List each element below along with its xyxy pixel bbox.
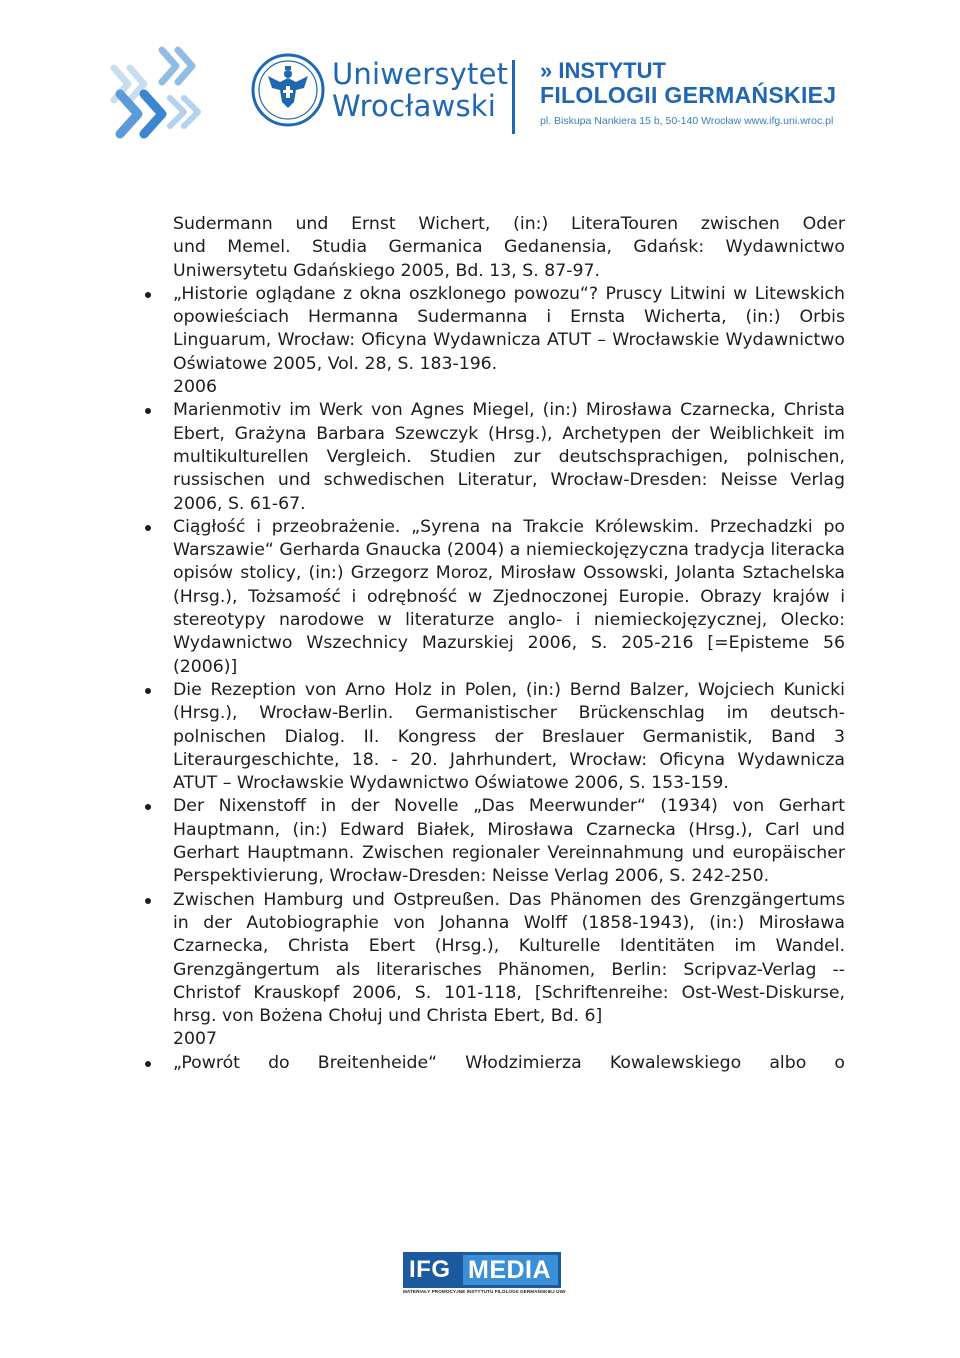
logo-ifg-text: IFG	[409, 1256, 451, 1283]
logo-media-text: MEDIA	[468, 1256, 552, 1284]
university-name	[332, 58, 508, 122]
list-item: Zwischen Hamburg und Ostpreußen. Das Phänomen des Grenzgängertums in der Autobiographie von Johanna Wolff (1858-1943), (in:) Mirosława Czarnecka, Christa Ebert (Hrsg.), Kulturelle Identitäten im Wandel. Grenzgängertum als literarisches Phänomen, Berlin: Scripvaz-Verlag -- Christof Krauskopf 2006, S. 101-118, [Schriftenreihe: Ost-West-Diskurse, hrsg. von Bożena Chołuj und Christa Ebert, Bd. 6]	[173, 889, 845, 1029]
year-heading-2007: 2007	[173, 1029, 217, 1050]
publication-list	[173, 213, 845, 1075]
logo-subtitle: MATERIAŁY PROMOCYJNE INSTYTUTU FILOLOGII GERMAŃSKIEJ UWr	[403, 1289, 566, 1294]
intro-line: und Memel. Studia Germanica Gedanensia, Gdańsk: Wydawnictwo	[173, 237, 845, 258]
institute-name-line1: » INSTYTUT	[540, 58, 666, 83]
institute-name-line2: FILOLOGII GERMAŃSKIEJ	[540, 82, 837, 108]
header-divider	[512, 60, 515, 134]
year-heading-2006: 2006	[173, 377, 217, 398]
ifg-media-logo	[403, 1252, 566, 1296]
intro-line: Uniwersytetu Gdańskiego 2005, Bd. 13, S. 87-97.	[173, 260, 600, 281]
university-name-line2: Wrocławski	[332, 89, 497, 123]
list-item: „Powrót do Breitenheide“ Włodzimierza Kowalewskiego albo o	[173, 1052, 845, 1075]
list-item: „Historie oglądane z okna oszklonego powozu“? Pruscy Litwini w Litewskich opowieściach Hermanna Sudermanna i Ernsta Wicherta, (in:) Orbis Linguarum, Wrocław: Oficyna Wydawnicza ATUT – Wrocławskie Wydawnictwo Oświatowe 2005, Vol. 28, S. 183-196.	[173, 283, 845, 376]
list-item: Marienmotiv im Werk von Agnes Miegel, (in:) Mirosława Czarnecka, Christa Ebert, Grażyna Barbara Szewczyk (Hrsg.), Archetypen der Weiblichkeit im multikulturellen Vergleich. Studien zur deutschsprachigen, polnischen, russischen und schwedischen Literatur, Wrocław-Dresden: Neisse Verlag 2006, S. 61-67.	[173, 399, 845, 515]
university-name-line1: Uniwersytet	[332, 57, 509, 91]
institute-block	[540, 60, 836, 130]
logo-media-box	[463, 1255, 558, 1285]
university-seal-icon	[250, 52, 326, 128]
list-item: Die Rezeption von Arno Holz in Polen, (in:) Bernd Balzer, Wojciech Kunicki (Hrsg.), Wrocław-Berlin. Germanistischer Brückenschlag im deutsch-polnischen Dialog. II. Kongress der Breslauer Germanistik, Band 3 Literaurgeschichte, 18. - 20. Jahrhundert, Wrocław: Oficyna Wydawnicza ATUT – Wrocławskie Wydawnictwo Oświatowe 2006, S. 153-159.	[173, 679, 845, 795]
intro-line: Sudermann und Ernst Wichert, (in:) LiteraTouren zwischen Oder	[173, 214, 845, 234]
list-item: Der Nixenstoff in der Novelle „Das Meerwunder“ (1934) von Gerhart Hauptmann, (in:) Edward Białek, Mirosława Czarnecka (Hrsg.), Carl und Gerhart Hauptmann. Zwischen regionaler Vereinnahmung und europäischer Perspektivierung, Wrocław-Dresden: Neisse Verlag 2006, S. 242-250.	[173, 795, 845, 888]
institute-address: pl. Biskupa Nankiera 15 b, 50-140 Wrocław www.ifg.uni.wroc.pl	[540, 115, 834, 127]
list-item: Ciągłość i przeobrażenie. „Syrena na Trakcie Królewskim. Przechadzki po Warszawie“ Gerharda Gnaucka (2004) a niemieckojęzyczna tradycja literacka opisów stolicy, (in:) Grzegorz Moroz, Mirosław Ossowski, Jolanta Sztachelska (Hrsg.), Tożsamość i odrębność w Zjednoczonej Europie. Obrazy krajów i stereotypy narodowe w literaturze anglo- i niemieckojęzycznej, Olecko: Wydawnictwo Wszechnicy Mazurskiej 2006, S. 205-216 [=Episteme 56 (2006)]	[173, 516, 845, 679]
ifg-media-badge	[403, 1252, 561, 1288]
chevron-decoration-icon	[100, 40, 210, 150]
page-header	[0, 0, 960, 160]
